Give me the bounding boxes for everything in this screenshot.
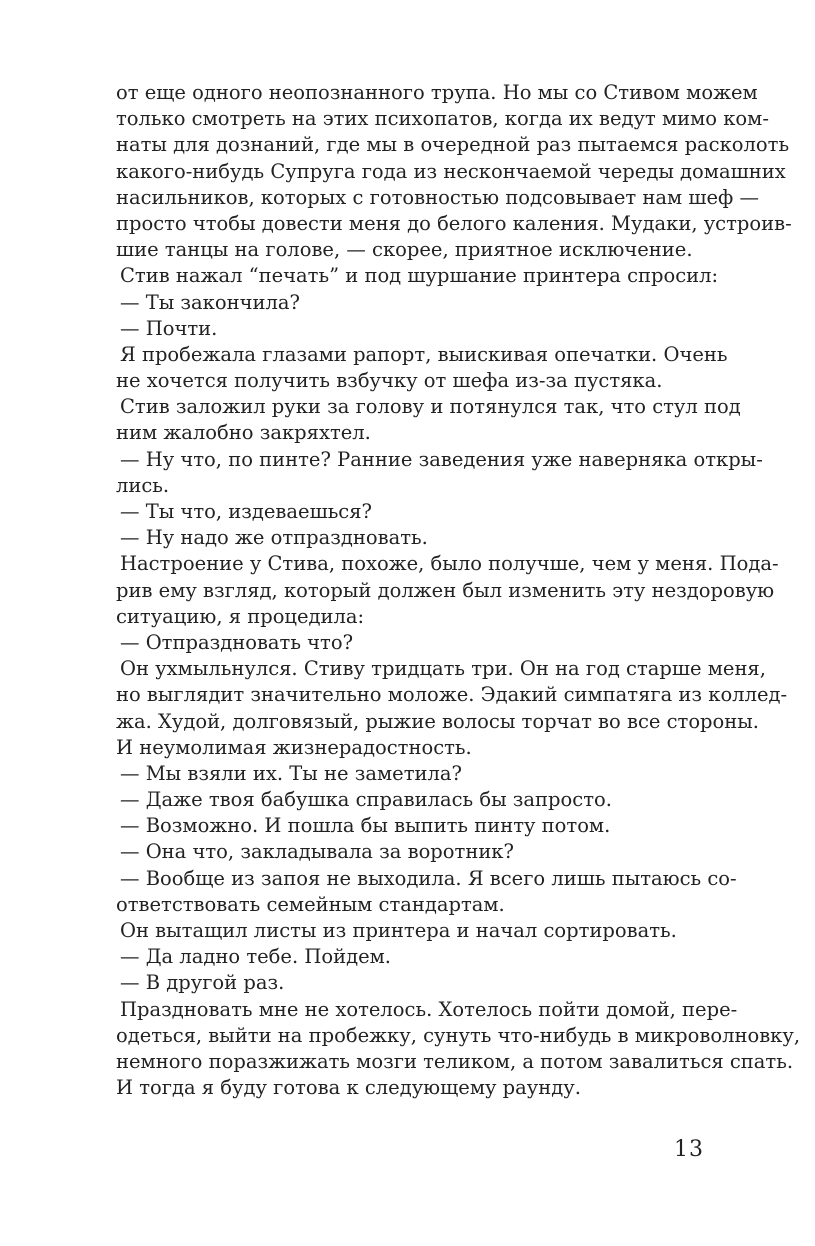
text-line: но выглядит значительно моложе. Эдакий симпатяга из коллед- xyxy=(116,683,788,707)
text-line: — Возможно. И пошла бы выпить пинту потом. xyxy=(120,814,611,838)
text-line: только смотреть на этих психопатов, когда их ведут мимо ком- xyxy=(116,107,769,131)
text-line: насильников, которых с готовностью подсовывает нам шеф — xyxy=(116,185,759,209)
text-line: — В другой раз. xyxy=(120,971,285,995)
text-line: — Отпраздновать что? xyxy=(120,630,354,654)
text-line: Он ухмыльнулся. Стиву тридцать три. Он на год старше меня, xyxy=(120,657,766,681)
text-line: Праздновать мне не хотелось. Хотелось пойти домой, пере- xyxy=(120,997,738,1021)
text-line: Настроение у Стива, похоже, было получше, чем у меня. Пода- xyxy=(120,552,779,576)
text-line: И неумолимая жизнерадостность. xyxy=(116,735,472,759)
text-line: лись. xyxy=(116,473,170,497)
text-line: — Она что, закладывала за воротник? xyxy=(120,840,514,864)
text-line: жа. Худой, долговязый, рыжие волосы торчат во все стороны. xyxy=(116,709,759,733)
text-line: И тогда я буду готова к следующему раунду. xyxy=(116,1076,581,1100)
text-line: ответствовать семейным стандартам. xyxy=(116,892,505,916)
text-line: от еще одного неопознанного трупа. Но мы со Стивом можем xyxy=(116,81,758,104)
text-line: ним жалобно закряхтел. xyxy=(116,421,371,445)
text-line: — Ну что, по пинте? Ранние заведения уже наверняка откры- xyxy=(120,447,763,471)
text-line: — Ты закончила? xyxy=(120,290,300,314)
text-line: просто чтобы довести меня до белого каления. Мудаки, устроив- xyxy=(116,211,792,235)
text-line: — Почти. xyxy=(120,316,218,340)
text-line: Я пробежала глазами рапорт, выискивая опечатки. Очень xyxy=(120,342,728,366)
text-line: рив ему взгляд, который должен был изменить эту нездоровую xyxy=(116,578,775,602)
text-line: не хочется получить взбучку от шефа из-за пустяка. xyxy=(116,369,663,393)
text-line: какого-нибудь Супруга года из нескончаемой череды домашних xyxy=(116,159,786,183)
text-line: Он вытащил листы из принтера и начал сортировать. xyxy=(120,919,677,942)
text-line: — Вообще из запоя не выходила. Я всего лишь пытаюсь со- xyxy=(120,866,737,890)
text-line: — Да ладно тебе. Пойдем. xyxy=(120,945,391,969)
text-line: шие танцы на голове, — скорее, приятное исключение. xyxy=(116,238,693,262)
text-line: — Мы взяли их. Ты не заметила? xyxy=(120,761,462,785)
text-line: наты для дознаний, где мы в очередной раз пытаемся расколоть xyxy=(116,133,790,157)
page-text xyxy=(116,80,801,1101)
text-line: Стив заложил руки за голову и потянулся так, что стул под xyxy=(120,395,741,419)
text-line: немного поразжижать мозги теликом, а потом завалиться спать. xyxy=(116,1049,794,1073)
page-number: 13 xyxy=(674,1137,704,1162)
text-line: — Ты что, издеваешься? xyxy=(120,500,372,523)
text-line: — Ну надо же отпраздновать. xyxy=(120,526,428,550)
text-line: ситуацию, я процедила: xyxy=(116,604,365,628)
text-line: Стив нажал “печать” и под шуршание принтера спросил: xyxy=(120,264,719,288)
text-line: одеться, выйти на пробежку, сунуть что-нибудь в микроволновку, xyxy=(116,1023,801,1047)
text-line: — Даже твоя бабушка справилась бы запросто. xyxy=(120,788,612,812)
